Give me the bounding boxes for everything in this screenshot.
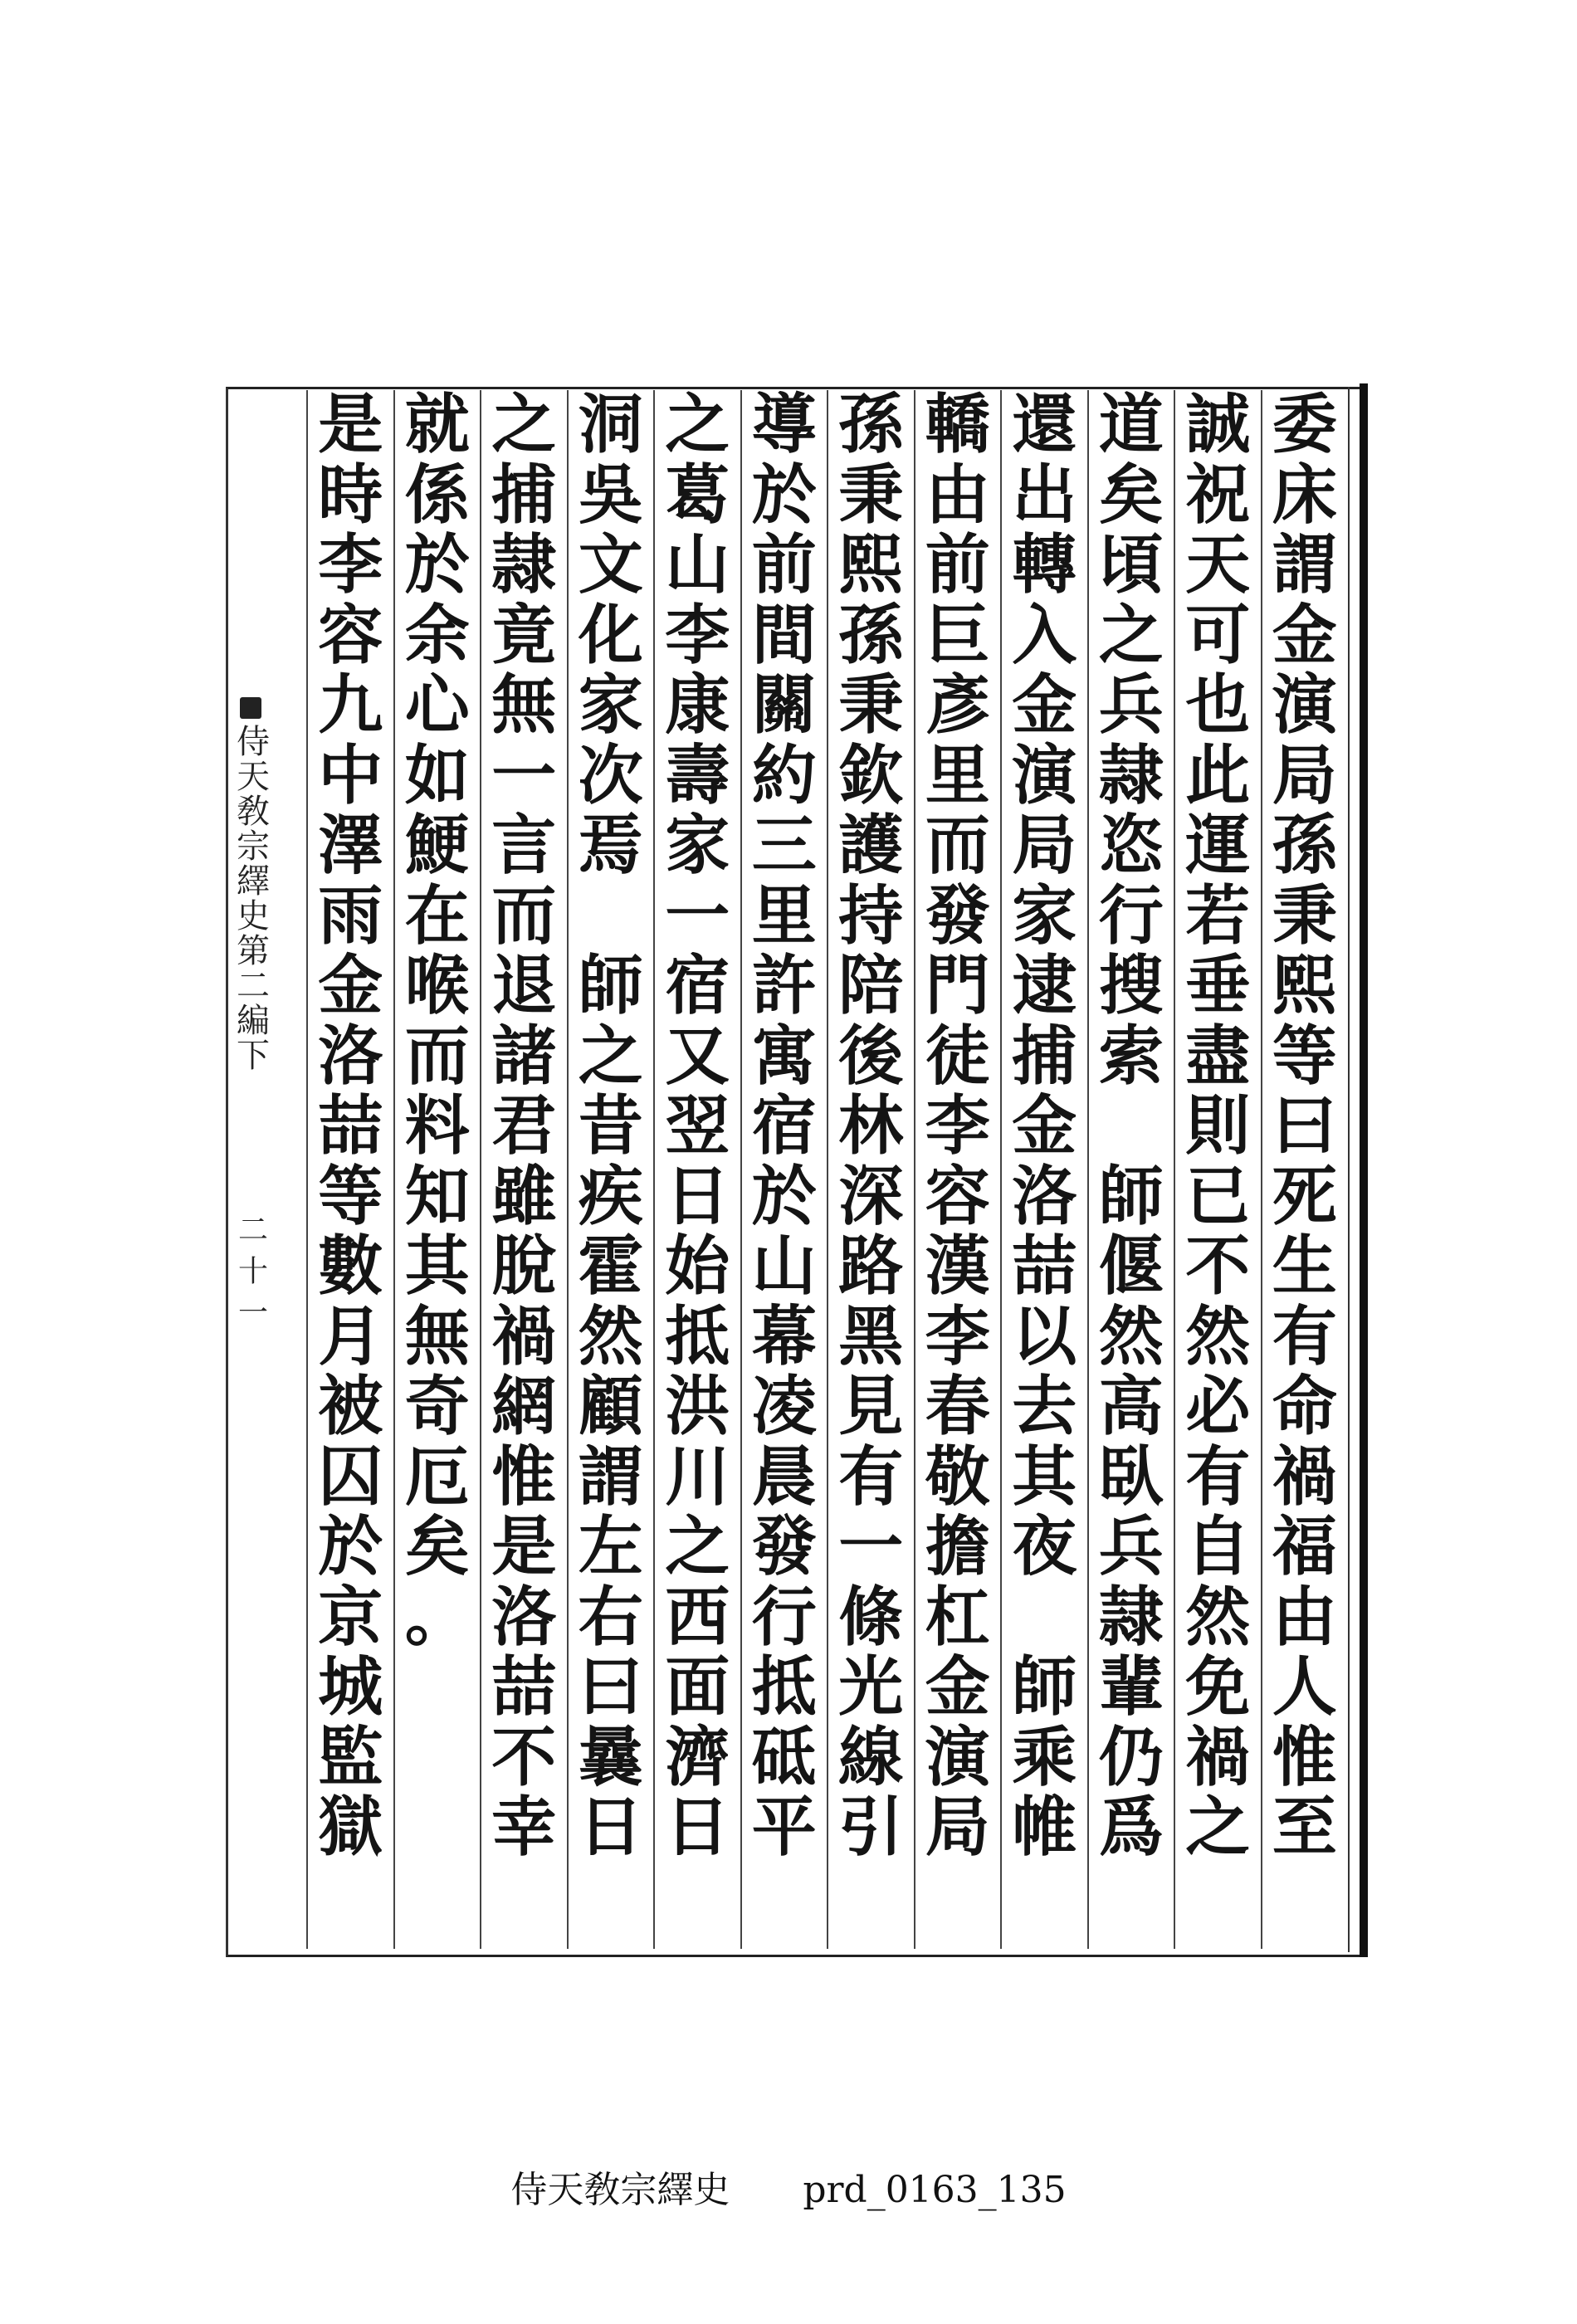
glyph: 鯁 (404, 808, 470, 883)
glyph: 心 (404, 667, 470, 743)
glyph: 爲 (1098, 1789, 1164, 1865)
glyph: 次 (578, 737, 643, 813)
glyph: 澤 (318, 808, 383, 883)
glyph: 霍 (578, 1228, 643, 1304)
glyph: 奇 (404, 1369, 470, 1444)
glyph: 床 (1272, 456, 1337, 533)
glyph: 護 (838, 808, 904, 883)
glyph: 雖 (491, 1158, 557, 1234)
frame-rule (1348, 387, 1350, 1952)
glyph: 抵 (751, 1649, 817, 1725)
glyph: 秉 (838, 667, 904, 743)
glyph: 前 (925, 527, 990, 603)
glyph: 然 (1098, 1298, 1164, 1374)
glyph: 而 (925, 808, 990, 883)
glyph: 之 (665, 1509, 730, 1584)
glyph: 而 (404, 1018, 470, 1094)
glyph: 條 (838, 1579, 904, 1655)
glyph: 被 (318, 1369, 383, 1444)
glyph: 喆 (318, 1088, 383, 1164)
glyph: 盡 (1185, 1018, 1251, 1094)
glyph: 生 (1272, 1228, 1337, 1304)
glyph: 逮 (1012, 948, 1077, 1023)
glyph: 持 (838, 877, 904, 954)
text-column-8 (654, 387, 741, 1949)
glyph: 惟 (491, 1438, 557, 1515)
glyph: 謂 (578, 1438, 643, 1515)
glyph: 帷 (1012, 1789, 1077, 1865)
glyph: 夜 (1012, 1509, 1077, 1584)
glyph: 曰 (1272, 1088, 1337, 1164)
glyph: 三 (751, 808, 817, 883)
glyph: 。 (404, 1579, 470, 1655)
glyph: 可 (1185, 597, 1251, 673)
text-column-1 (1262, 387, 1349, 1949)
glyph: 脫 (491, 1228, 557, 1304)
glyph: 李 (665, 597, 730, 673)
glyph: 孫 (838, 387, 904, 462)
glyph: 文 (578, 527, 643, 603)
glyph: 洛 (318, 1018, 383, 1094)
glyph: 面 (665, 1649, 730, 1725)
glyph: 於 (318, 1509, 383, 1584)
glyph: 高 (1098, 1369, 1164, 1444)
glyph: 索 (1098, 1018, 1164, 1094)
glyph: 黑 (838, 1298, 904, 1374)
glyph: 演 (1272, 667, 1337, 743)
glyph: 李 (925, 1298, 990, 1374)
glyph: 若 (1185, 877, 1251, 954)
glyph: 兵 (1098, 1509, 1164, 1584)
glyph: 師 (1012, 1649, 1077, 1725)
glyph: 顧 (578, 1369, 643, 1444)
glyph: 禍 (1185, 1719, 1251, 1795)
glyph: 矣 (1098, 456, 1164, 533)
glyph: 導 (751, 387, 817, 462)
glyph: 發 (925, 877, 990, 954)
glyph: 轎 (925, 387, 990, 462)
glyph: 始 (665, 1228, 730, 1304)
text-column-5 (915, 387, 1002, 1949)
glyph: 見 (838, 1369, 904, 1444)
glyph: 月 (318, 1298, 383, 1374)
glyph: 容 (925, 1158, 990, 1234)
glyph: 師 (1098, 1158, 1164, 1234)
glyph: 濟 (665, 1719, 730, 1795)
glyph: 孫 (838, 597, 904, 673)
glyph: 徒 (925, 1018, 990, 1094)
glyph: 壽 (665, 737, 730, 813)
glyph: 偃 (1098, 1228, 1164, 1304)
glyph: 隷 (1098, 737, 1164, 813)
glyph: 又 (665, 1018, 730, 1094)
glyph: 時 (318, 456, 383, 533)
glyph: 晨 (751, 1438, 817, 1515)
glyph: 幸 (491, 1789, 557, 1865)
glyph: 李 (925, 1088, 990, 1164)
glyph: 西 (665, 1579, 730, 1655)
glyph: 孫 (1272, 808, 1337, 883)
glyph: 還 (1012, 387, 1077, 462)
glyph: 路 (838, 1228, 904, 1304)
glyph: 一 (491, 737, 557, 813)
text-column-9 (568, 387, 655, 1949)
glyph: 焉 (578, 808, 643, 883)
glyph: 翌 (665, 1088, 730, 1164)
fishtail-mark-icon (240, 697, 261, 719)
glyph: 諸 (491, 1018, 557, 1094)
glyph: 巨 (925, 597, 990, 673)
glyph: 家 (1012, 877, 1077, 954)
glyph: 厄 (404, 1438, 470, 1515)
glyph: 於 (751, 456, 817, 533)
glyph: 李 (318, 527, 383, 603)
glyph: 余 (404, 597, 470, 673)
glyph: 竟 (491, 597, 557, 673)
glyph: 家 (578, 667, 643, 743)
glyph: 洪 (665, 1369, 730, 1444)
glyph: 數 (318, 1228, 383, 1304)
glyph: 惟 (1272, 1719, 1337, 1795)
glyph: 人 (1272, 1649, 1337, 1725)
glyph: 知 (404, 1158, 470, 1234)
glyph: 退 (491, 948, 557, 1023)
glyph: 死 (1272, 1158, 1337, 1234)
glyph: 里 (751, 877, 817, 954)
margin-page-number: 二十一 (233, 1213, 268, 1338)
glyph: 而 (491, 877, 557, 954)
glyph: 委 (1272, 387, 1337, 462)
glyph: 右 (578, 1579, 643, 1655)
column-rule (306, 390, 308, 1949)
glyph: 容 (318, 597, 383, 673)
glyph: 陪 (838, 948, 904, 1023)
glyph: 有 (1185, 1438, 1251, 1515)
glyph: 春 (925, 1369, 990, 1444)
glyph: 左 (578, 1509, 643, 1584)
glyph: 曩 (578, 1719, 643, 1795)
glyph: 君 (491, 1088, 557, 1164)
frame-thick-rule (1360, 383, 1368, 1957)
glyph: 無 (404, 1298, 470, 1374)
glyph: 是 (318, 387, 383, 462)
glyph: 彥 (925, 667, 990, 743)
glyph: 洛 (1012, 1158, 1077, 1234)
glyph: 去 (1012, 1369, 1077, 1444)
glyph: 喉 (404, 948, 470, 1023)
glyph: 不 (491, 1719, 557, 1795)
glyph: 禍 (491, 1298, 557, 1374)
glyph: 日 (578, 1789, 643, 1865)
glyph: 自 (1185, 1509, 1251, 1584)
glyph: 曰 (578, 1649, 643, 1725)
glyph: 之 (1185, 1789, 1251, 1865)
glyph: 山 (665, 527, 730, 603)
glyph: 有 (838, 1438, 904, 1515)
glyph: 宿 (751, 1088, 817, 1164)
margin-book-title: 侍天敎宗繹史第二編下 (231, 724, 270, 1072)
glyph: 出 (1012, 456, 1077, 533)
glyph: 局 (925, 1789, 990, 1865)
glyph: 門 (925, 948, 990, 1023)
glyph: 隷 (1098, 1579, 1164, 1655)
glyph: 金 (1012, 1088, 1077, 1164)
glyph: 之 (578, 1018, 643, 1094)
glyph: 金 (318, 948, 383, 1023)
glyph: 行 (751, 1579, 817, 1655)
glyph: 九 (318, 667, 383, 743)
glyph: 里 (925, 737, 990, 813)
glyph: 之 (665, 387, 730, 462)
glyph: 抵 (665, 1298, 730, 1374)
glyph: 引 (838, 1789, 904, 1865)
glyph: 熙 (1272, 948, 1337, 1023)
glyph: 化 (578, 597, 643, 673)
text-column-2 (1174, 387, 1262, 1949)
glyph: 此 (1185, 737, 1251, 813)
glyph: 許 (751, 948, 817, 1023)
glyph: 無 (491, 667, 557, 743)
glyph: 家 (665, 808, 730, 883)
text-column-12 (307, 387, 394, 1949)
glyph: 秉 (1272, 877, 1337, 954)
glyph: 轉 (1012, 527, 1077, 603)
glyph: 擔 (925, 1509, 990, 1584)
glyph: 秉 (838, 456, 904, 533)
glyph: 免 (1185, 1649, 1251, 1725)
glyph: 川 (665, 1438, 730, 1515)
glyph: 吳 (578, 456, 643, 533)
glyph: 中 (318, 737, 383, 813)
glyph: 囚 (318, 1438, 383, 1515)
glyph: 已 (1185, 1158, 1251, 1234)
glyph: 料 (404, 1088, 470, 1164)
glyph: 幕 (751, 1298, 817, 1374)
glyph: 林 (838, 1088, 904, 1164)
glyph: 疾 (578, 1158, 643, 1234)
glyph: 凌 (751, 1369, 817, 1444)
glyph: 砥 (751, 1719, 817, 1795)
glyph: 垂 (1185, 948, 1251, 1023)
glyph: 是 (491, 1509, 557, 1584)
glyph: 以 (1012, 1298, 1077, 1374)
glyph: 等 (318, 1158, 383, 1234)
glyph: 杠 (925, 1579, 990, 1655)
glyph: 福 (1272, 1509, 1337, 1584)
glyph: 禍 (1272, 1438, 1337, 1515)
glyph: 輩 (1098, 1649, 1164, 1725)
glyph: 線 (838, 1719, 904, 1795)
glyph: 日 (665, 1158, 730, 1234)
glyph: 其 (404, 1228, 470, 1304)
glyph: 局 (1272, 737, 1337, 813)
page-caption: 侍天敎宗繹史 prd_0163_135 (510, 2169, 1067, 2211)
glyph: 仍 (1098, 1719, 1164, 1795)
glyph: 天 (1185, 527, 1251, 603)
glyph: 葛 (665, 456, 730, 533)
glyph: 然 (1185, 1298, 1251, 1374)
glyph: 然 (578, 1298, 643, 1374)
glyph: 其 (1012, 1438, 1077, 1515)
glyph: 間 (751, 597, 817, 673)
glyph: 山 (751, 1228, 817, 1304)
glyph: 就 (404, 387, 470, 462)
margin-column (226, 390, 276, 1949)
glyph: 之 (1098, 597, 1164, 673)
glyph: 喆 (1012, 1228, 1077, 1304)
glyph: 一 (665, 877, 730, 954)
glyph: 不 (1185, 1228, 1251, 1304)
glyph: 城 (318, 1649, 383, 1725)
glyph: 寓 (751, 1018, 817, 1094)
text-column-6 (828, 387, 915, 1949)
glyph: 誠 (1185, 387, 1251, 462)
glyph: 京 (318, 1579, 383, 1655)
glyph: 由 (925, 456, 990, 533)
glyph: 乘 (1012, 1719, 1077, 1795)
glyph: 後 (838, 1018, 904, 1094)
glyph: 命 (1272, 1369, 1337, 1444)
glyph: 獄 (318, 1789, 383, 1865)
glyph: 金 (1272, 597, 1337, 673)
glyph: 謂 (1272, 527, 1337, 603)
glyph: 發 (751, 1509, 817, 1584)
glyph: 道 (1098, 387, 1164, 462)
glyph: 師 (578, 948, 643, 1023)
text-column-3 (1088, 387, 1175, 1949)
glyph: 演 (925, 1719, 990, 1795)
glyph: 也 (1185, 667, 1251, 743)
glyph: 約 (751, 737, 817, 813)
glyph: 監 (318, 1719, 383, 1795)
glyph: 金 (1012, 667, 1077, 743)
glyph: 捕 (1012, 1018, 1077, 1094)
glyph: 有 (1272, 1298, 1337, 1374)
glyph: 運 (1185, 808, 1251, 883)
glyph: 臥 (1098, 1438, 1164, 1515)
glyph: 關 (751, 667, 817, 743)
glyph: 漢 (925, 1228, 990, 1304)
glyph: 行 (1098, 877, 1164, 954)
glyph: 康 (665, 667, 730, 743)
text-column-7 (741, 387, 828, 1949)
glyph: 之 (491, 387, 557, 462)
glyph: 搜 (1098, 948, 1164, 1023)
glyph: 熙 (838, 527, 904, 603)
glyph: 深 (838, 1158, 904, 1234)
glyph: 係 (404, 456, 470, 533)
glyph: 頃 (1098, 527, 1164, 603)
glyph: 至 (1272, 1789, 1337, 1865)
glyph: 然 (1185, 1579, 1251, 1655)
glyph: 光 (838, 1649, 904, 1725)
glyph: 入 (1012, 597, 1077, 673)
glyph: 必 (1185, 1369, 1251, 1444)
glyph: 喆 (491, 1649, 557, 1725)
glyph: 昔 (578, 1088, 643, 1164)
text-column-11 (394, 387, 481, 1949)
glyph: 平 (751, 1789, 817, 1865)
glyph: 捕 (491, 456, 557, 533)
glyph: 演 (1012, 737, 1077, 813)
glyph: 網 (491, 1369, 557, 1444)
glyph: 由 (1272, 1579, 1337, 1655)
glyph: 洞 (578, 387, 643, 462)
glyph: 於 (404, 527, 470, 603)
text-column-4 (1001, 387, 1088, 1949)
glyph: 雨 (318, 877, 383, 954)
glyph: 恣 (1098, 808, 1164, 883)
glyph: 如 (404, 737, 470, 813)
glyph: 兵 (1098, 667, 1164, 743)
glyph: 一 (838, 1509, 904, 1584)
glyph: 宿 (665, 948, 730, 1023)
glyph: 祝 (1185, 456, 1251, 533)
glyph: 欽 (838, 737, 904, 813)
glyph: 日 (665, 1789, 730, 1865)
glyph: 言 (491, 808, 557, 883)
glyph: 洛 (491, 1579, 557, 1655)
glyph: 局 (1012, 808, 1077, 883)
glyph: 則 (1185, 1088, 1251, 1164)
glyph: 敬 (925, 1438, 990, 1515)
glyph: 等 (1272, 1018, 1337, 1094)
glyph: 矣 (404, 1509, 470, 1584)
glyph: 前 (751, 527, 817, 603)
text-column-10 (481, 387, 568, 1949)
glyph: 於 (751, 1158, 817, 1234)
glyph: 在 (404, 877, 470, 954)
glyph: 金 (925, 1649, 990, 1725)
glyph: 隷 (491, 527, 557, 603)
